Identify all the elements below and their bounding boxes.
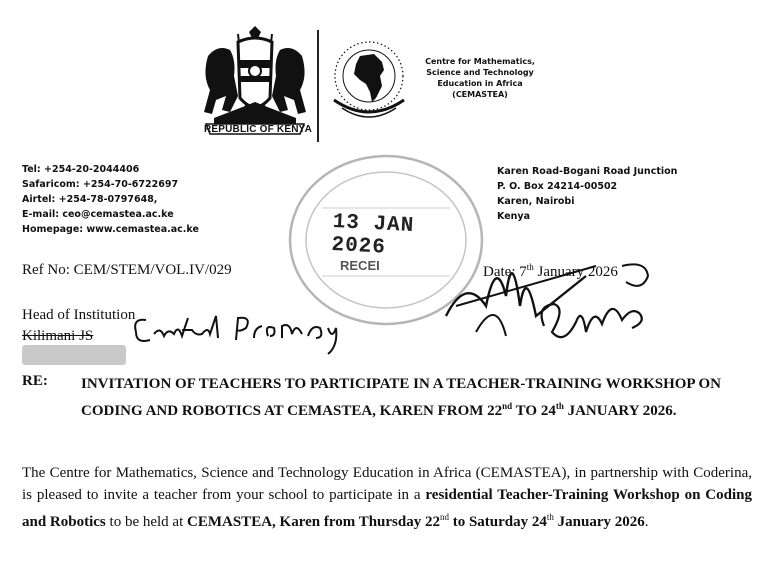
body-text: The Centre for Mathematics, Science and Technology Education in Africa (CEMASTEA), in partnership with Coderina, is pleased to invite a teacher from your school to participate in a (22, 465, 752, 503)
subject-part: JANUARY 2026. (563, 403, 677, 419)
homepage-line: Homepage: www.cemastea.ac.ke (22, 224, 199, 235)
body-bold: to Saturday 24 (448, 514, 547, 530)
airtel-line: Airtel: +254-78-0797648, (22, 194, 158, 205)
cemastea-name-line: Science and Technology (426, 68, 534, 77)
signature-icon (436, 236, 656, 354)
postal-address (497, 164, 747, 224)
handwritten-correction-icon (132, 310, 342, 356)
subject-part: TO 24 (512, 403, 556, 419)
body-bold: January 2026 (553, 514, 645, 530)
safaricom-line: Safaricom: +254-70-6722697 (22, 179, 179, 190)
address-line: Kenya (497, 211, 531, 222)
email-line: E-mail: ceo@cemastea.ac.ke (22, 209, 174, 220)
cemastea-name-line: Education in Africa (437, 79, 523, 88)
body-bold: residential Teacher-Training Workshop on Coding and Robotics (22, 487, 752, 530)
address-line: Karen Road-Bogani Road Junction (497, 166, 678, 177)
date-suffix: th (526, 262, 534, 272)
redaction-shade (22, 345, 126, 365)
subject-sup: th (555, 401, 564, 411)
re-label: RE: (22, 373, 48, 389)
phone-line: Tel: +254-20-2044406 (22, 164, 140, 175)
body-text: to be held at (105, 514, 188, 530)
body-paragraph (22, 462, 752, 533)
subject-part: INVITATION OF TEACHERS TO PARTICIPATE IN A TEACHER-TRAINING WORKSHOP ON CODING AND ROBOTICS AT CEMASTEA, KAREN FROM 22 (81, 376, 722, 419)
subject-sup: nd (502, 401, 513, 411)
stamp-received-text: RECEI (340, 258, 380, 273)
stamp-date: 13 JAN 2026 (330, 210, 415, 260)
header-divider (317, 30, 319, 142)
body-text: . (644, 514, 649, 530)
recipient-school: Kilimani JS (22, 328, 94, 344)
coat-of-arms-caption: REPUBLIC OF KENYA (203, 124, 313, 135)
cemastea-name (420, 56, 540, 100)
date-rest: January 2026 (533, 264, 618, 280)
reference-number: Ref No: CEM/STEM/VOL.IV/029 (22, 262, 232, 278)
cemastea-name-line: (CEMASTEA) (452, 90, 508, 99)
date-prefix: Date: 7 (483, 264, 527, 280)
cemastea-logo-icon (320, 28, 418, 128)
address-line: P. O. Box 24214-00502 (497, 181, 618, 192)
letter-subject (81, 373, 741, 422)
contact-details (22, 162, 282, 237)
body-sup: nd (439, 512, 449, 522)
body-bold: CEMASTEA, Karen from Thursday 22 (187, 514, 440, 530)
body-sup: th (546, 512, 554, 522)
address-line: Karen, Nairobi (497, 196, 575, 207)
cemastea-name-line: Centre for Mathematics, (425, 57, 535, 66)
recipient-title: Head of Institution (22, 307, 136, 323)
